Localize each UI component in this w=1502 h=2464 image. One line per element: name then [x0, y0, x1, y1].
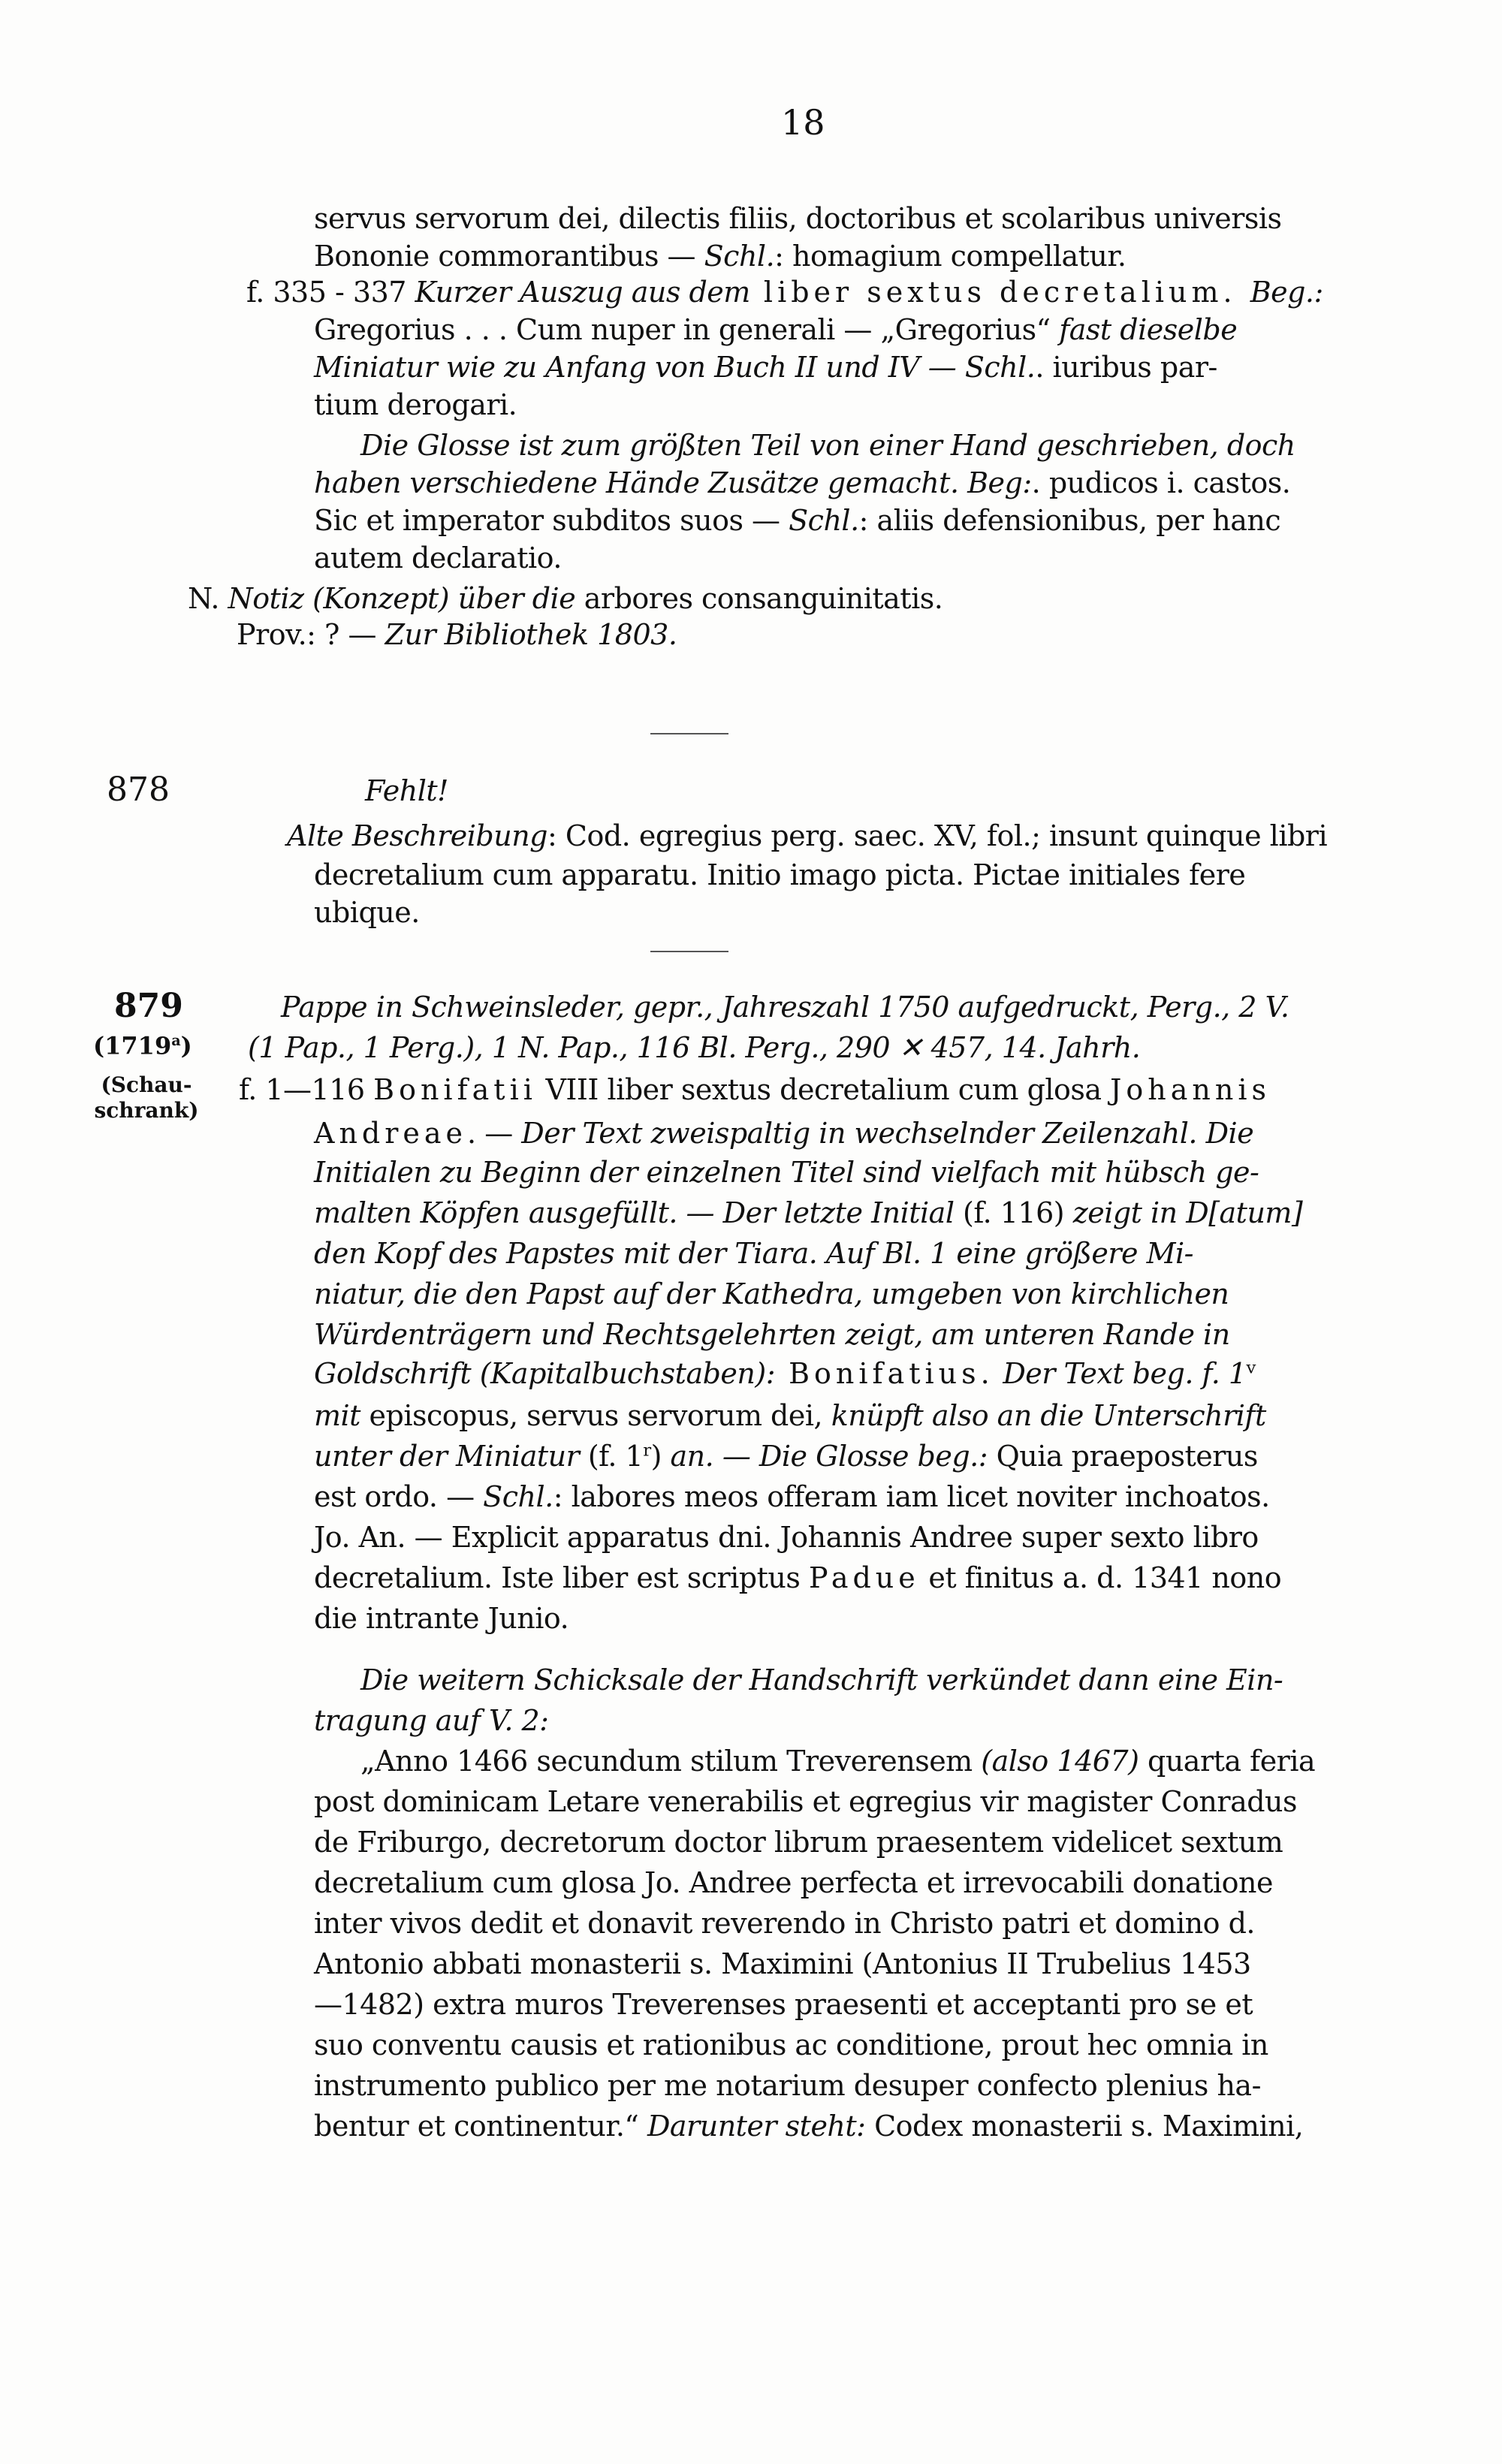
text: Miniatur wie zu Anfang von Buch II und IV — Schl. [314, 351, 1036, 384]
text-line [360, 431, 1295, 460]
text-line [314, 1359, 1256, 1388]
text: ) [650, 1440, 671, 1473]
text: episcopus, servus servorum dei, [360, 1399, 831, 1432]
entry-number: 878 [107, 771, 170, 809]
text-line [314, 353, 1217, 382]
section-divider [650, 951, 728, 952]
text-line: Die weitern Schicksale der Handschrift verkündet dann eine Ein- [360, 1663, 1283, 1696]
text: : aliis defensionibus, per hanc [858, 504, 1281, 537]
text: Bononie commorantibus — [314, 240, 704, 273]
text: Sic et imperator subditos suos — [314, 504, 789, 537]
text-line [314, 1119, 1253, 1148]
text: tium derogari. [314, 388, 517, 421]
text-line: tragung auf V. 2: [314, 1704, 549, 1737]
text-line [314, 1440, 1258, 1473]
text: (1719 [93, 1031, 172, 1060]
status-text: Fehlt! [365, 774, 448, 807]
text-line: Antonio abbati monasterii s. Maximini (Antonius II Trubelius 1453 [314, 1947, 1251, 1980]
text: an. — Die Glosse beg.: [670, 1440, 988, 1473]
text-line: —1482) extra muros Treverenses praesenti et acceptanti pro se et [314, 1988, 1253, 2021]
text-line: decretalium cum glosa Jo. Andree perfecta et irrevocabili donatione [314, 1866, 1273, 1899]
text: ) [180, 1031, 192, 1060]
text-line [314, 2110, 1304, 2143]
text: Andreae [314, 1117, 468, 1150]
text: Schl. [789, 504, 859, 537]
text: v [1246, 1358, 1256, 1378]
text: Der Text zweispaltig in wechselnder Zeilenzahl. Die [521, 1117, 1254, 1150]
section-divider [650, 733, 728, 734]
text: decretalium cum apparatu. Initio imago picta. Pictae initiales fere [314, 858, 1246, 891]
text: : Cod. egregius perg. saec. XV, fol.; insunt quinque libri [547, 819, 1328, 852]
text: arbores consanguinitatis. [575, 582, 943, 615]
folio-ref: f. 335 - 337 [246, 276, 415, 309]
text-line [314, 858, 1246, 891]
text: Notiz (Konzept) über die [228, 582, 576, 615]
location-note [90, 1072, 203, 1123]
text: : labores meos offeram iam licet noviter inchoatos. [553, 1480, 1270, 1513]
text: (Schau- [101, 1072, 192, 1097]
text: autem declaratio. [314, 541, 562, 575]
text: knüpft also an die Unterschrift [831, 1399, 1266, 1432]
text: Darunter steht: [647, 2110, 866, 2143]
text: et finitus a. d. 1341 nono [919, 1561, 1282, 1594]
text-line: die intrante Junio. [314, 1602, 569, 1635]
folio-ref: f. 1—116 [239, 1073, 374, 1106]
text: (f. 116) [954, 1196, 1073, 1229]
text: Codex monasterii s. Maximini, [865, 2110, 1304, 2143]
text: liber sextus decretalium. [749, 276, 1250, 309]
text: . pudicos i. castos. [1031, 466, 1291, 499]
text: haben verschiedene Hände Zusätze gemacht. Beg: [314, 466, 1032, 499]
text-line: Würdenträgern und Rechtsgelehrten zeigt, am unteren Rande in [314, 1318, 1230, 1351]
text-line [360, 1745, 1316, 1778]
binding-desc: Pappe in Schweinsleder, gepr., Jahreszahl 1750 aufgedruckt, Perg., 2 V. [281, 991, 1289, 1024]
text-line [287, 819, 1328, 852]
text-line: Initialen zu Beginn der einzelnen Titel sind vielfach mit hübsch ge- [314, 1156, 1259, 1189]
text: : homagium compellatur. [774, 240, 1126, 273]
text: Kurzer Auszug aus dem [415, 276, 750, 309]
text: Bonifatius. [775, 1357, 994, 1390]
text: Schl. [483, 1480, 553, 1513]
text: (f. 1 [579, 1440, 644, 1473]
text: . iuribus par- [1035, 351, 1217, 384]
text-line [314, 1482, 1270, 1511]
text: Padue [808, 1561, 920, 1594]
text: Beg.: [1250, 276, 1323, 309]
text-line [188, 584, 943, 613]
text-line: niatur, die den Papst auf der Kathedra, umgeben von kirchlichen [314, 1277, 1229, 1310]
old-shelfmark [93, 1033, 192, 1058]
text: zeigt in D[atum] [1072, 1196, 1303, 1229]
text: servus servorum dei, dilectis filiis, doctoribus et scolaribus universis [314, 202, 1282, 235]
text-line [314, 240, 1126, 273]
entry-number: 879 [114, 987, 183, 1025]
text: malten Köpfen ausgefüllt. — Der letzte Initial [314, 1196, 955, 1229]
text-line [314, 315, 1237, 344]
text: . — [467, 1117, 522, 1150]
text: unter der Miniatur [314, 1440, 580, 1473]
text: quarta feria [1139, 1745, 1316, 1778]
text: Goldschrift (Kapitalbuchstaben): [314, 1357, 776, 1390]
text: r [643, 1440, 651, 1461]
text: Zur Bibliothek 1803. [385, 618, 677, 651]
text-line [314, 541, 562, 575]
text-line [314, 388, 517, 421]
text: est ordo. — [314, 1480, 484, 1513]
text-line [237, 620, 677, 649]
text: schrank) [94, 1097, 199, 1123]
text: bentur et continentur.“ [314, 2110, 647, 2143]
label: Alte Beschreibung [287, 819, 548, 852]
text-line [314, 1401, 1266, 1430]
text-line [314, 898, 420, 927]
text: N. [188, 582, 228, 615]
text-line [239, 1075, 1271, 1104]
text: VIII liber sextus decretalium cum glosa [536, 1073, 1111, 1106]
text: a [171, 1032, 181, 1049]
text-line: de Friburgo, decretorum doctor librum praesentem videlicet sextum [314, 1826, 1283, 1859]
text-line: den Kopf des Papstes mit der Tiara. Auf Bl. 1 eine größere Mi- [314, 1237, 1193, 1270]
text: Prov.: ? — [237, 618, 385, 651]
text-line [314, 1196, 1303, 1229]
text: fast dieselbe [1059, 313, 1238, 346]
text: Schl. [704, 240, 775, 273]
text: decretalium. Iste liber est scriptus [314, 1561, 809, 1594]
text-line: suo conventu causis et rationibus ac conditione, prout hec omnia in [314, 2028, 1268, 2061]
text: Quia praeposterus [988, 1440, 1258, 1473]
text: (also 1467) [981, 1745, 1139, 1778]
text: Der Text beg. f. 1 [994, 1357, 1247, 1390]
page-number: 18 [781, 102, 825, 143]
text-line: instrumento publico per me notarium desuper confecto plenius ha- [314, 2069, 1261, 2102]
text: „Anno 1466 secundum stilum Treverensem [360, 1745, 982, 1778]
text: mit [314, 1399, 360, 1432]
text-line [314, 466, 1291, 499]
text-line [246, 276, 1323, 309]
text: ubique. [314, 896, 420, 929]
text-line: inter vivos dedit et donavit reverendo in Christo patri et domino d. [314, 1907, 1255, 1940]
text: Johannis [1110, 1073, 1271, 1106]
text-line [314, 1561, 1282, 1594]
text-line: post dominicam Letare venerabilis et egregius vir magister Conradus [314, 1785, 1298, 1818]
text: Gregorius . . . Cum nuper in generali — „Gregorius“ [314, 313, 1060, 346]
text-line [314, 204, 1282, 233]
text: Bonifatii [373, 1073, 537, 1106]
text-line [314, 506, 1280, 535]
text-line: Jo. An. — Explicit apparatus dni. Johannis Andree super sexto libro [314, 1521, 1259, 1554]
binding-desc: (1 Pap., 1 Perg.), 1 N. Pap., 116 Bl. Perg., 290 ✕ 457, 14. Jahrh. [248, 1031, 1141, 1064]
text: Die Glosse ist zum größten Teil von einer Hand geschrieben, doch [360, 429, 1295, 462]
